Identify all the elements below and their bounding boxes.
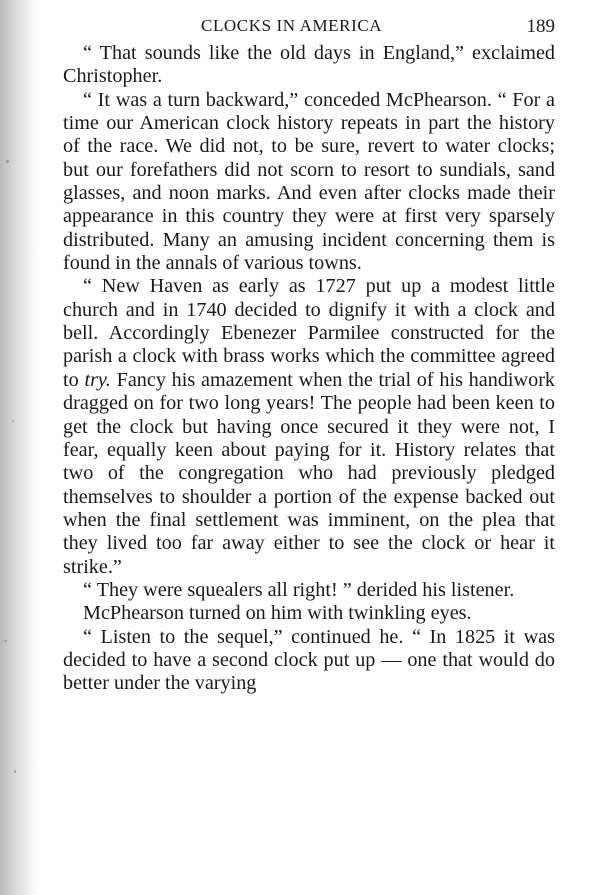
paragraph xyxy=(63,275,555,578)
paragraph: “ They were squealers all right! ” derided his listener. xyxy=(83,578,515,601)
page-number: 189 xyxy=(526,16,555,37)
paragraph-text: Fancy his amazement when the trial of his handiwork dragged on for two long years! The people had been keen to get the clock but having once secured it they were not, I fear, equally keen about paying for it. History relates that two of the congregation who had previously pledged themselves to shoulder a portion of the expense backed out when the final settlement was imminent, on the plea that they lived too far away either to see the clock or hear it strike.” xyxy=(63,368,556,578)
paragraph: “ It was a turn backward,” conceded McPhearson. “ For a time our American clock history repeats in part the history of the race. We did not, to be sure, revert to water clocks; but our forefathers did not scorn to resort to sundials, sand glasses, and noon marks. And even after clocks made their appearance in this country they were at first very sparsely distributed. Many an amusing incident concerning them is found in the annals of various towns. xyxy=(63,88,555,275)
italic-emphasis: try. xyxy=(84,368,111,391)
paragraph-text: “ New Haven as early as 1727 put up a modest little church and in 1740 decided to dignify it with a clock and bell. Accordingly Ebenezer Parmilee constructed for the parish a clock with brass works which the committee agreed to xyxy=(63,275,555,391)
paragraph: “ That sounds like the old days in England,” exclaimed Christopher. xyxy=(63,42,555,88)
scan-speck xyxy=(6,160,9,163)
paragraph: McPhearson turned on him with twinkling eyes. xyxy=(83,602,472,625)
paragraph: “ Listen to the sequel,” continued he. “ In 1825 it was decided to have a second clock put up — one that would do better under the varying xyxy=(63,625,555,695)
book-page xyxy=(63,12,555,696)
scan-speck xyxy=(14,770,16,773)
page-header xyxy=(63,12,555,42)
running-head: CLOCKS IN AMERICA xyxy=(201,16,383,35)
scan-speck xyxy=(12,420,14,422)
scan-speck xyxy=(4,640,7,642)
binding-shadow xyxy=(0,0,40,895)
